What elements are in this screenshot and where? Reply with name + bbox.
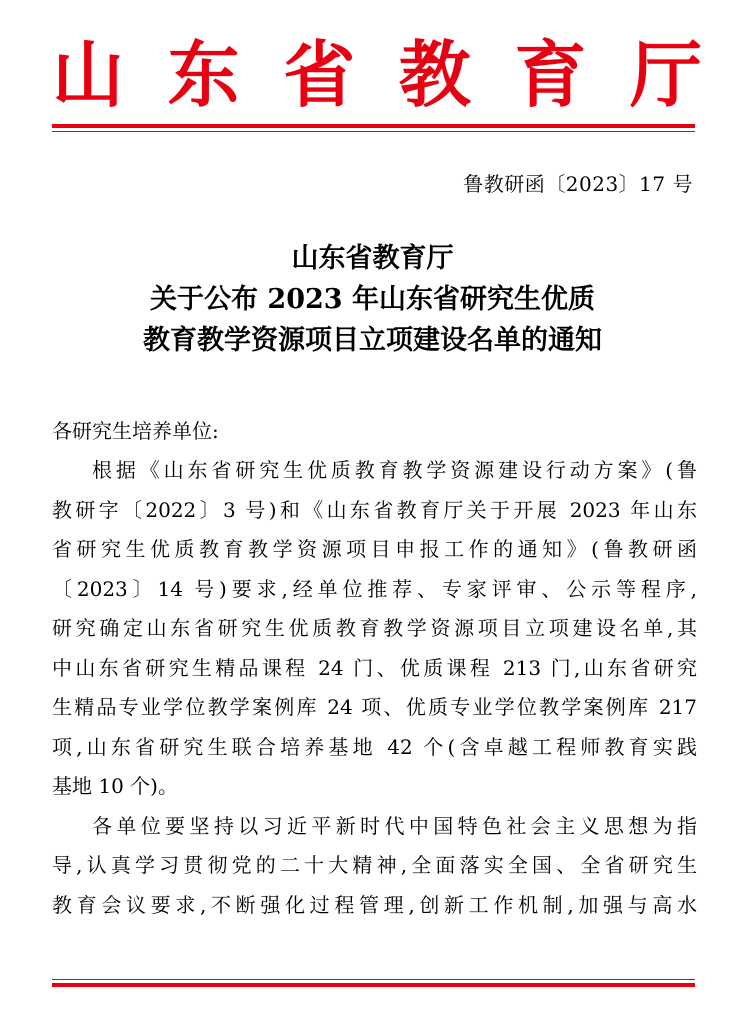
letterhead-char: 省 <box>283 32 356 117</box>
header-divider-thick <box>52 124 695 128</box>
paragraph-2-line: 导,认真学习贯彻党的二十大精神,全面落实全国、全省研究生 <box>52 853 697 877</box>
paragraph-1-line: 中山东省研究生精品课程 24 门、优质课程 213 门,山东省研究 <box>52 655 697 680</box>
document-body <box>52 451 697 925</box>
header-divider-thin <box>52 131 695 132</box>
title-line: 教育教学资源项目立项建设名单的通知 <box>143 325 602 356</box>
paragraph-1-line: 生精品专业学位教学案例库 24 项、优质专业学位教学案例库 217 <box>52 695 697 719</box>
salutation: 各研究生培养单位: <box>52 419 219 443</box>
paragraph-2-line: 教育会议要求,不断强化过程管理,创新工作机制,加强与高水 <box>52 892 697 917</box>
paragraph-1-line: 根据《山东省研究生优质教育教学资源建设行动方案》(鲁 <box>92 458 697 482</box>
letterhead-char: 山 <box>52 32 125 117</box>
document-title <box>0 238 745 361</box>
letterhead-char: 教 <box>398 32 471 117</box>
paragraph-1-line: 省研究生优质教育教学资源项目申报工作的通知》(鲁教研函 <box>52 537 697 561</box>
paragraph-1-line: 项,山东省研究生联合培养基地 42 个(含卓越工程师教育实践 <box>52 734 697 759</box>
letterhead-char: 东 <box>167 32 240 117</box>
paragraph-1-line: 基地 10 个)。 <box>52 774 178 798</box>
letterhead-char: 育 <box>514 32 587 117</box>
footer-divider-thick <box>52 983 695 987</box>
paragraph-1-line: 研究确定山东省研究生优质教育教学资源项目立项建设名单,其 <box>52 616 697 640</box>
footer-divider-thin <box>52 979 695 980</box>
title-line: 山东省教育厅 <box>291 243 454 274</box>
title-line: 关于公布 2023 年山东省研究生优质 <box>150 284 595 315</box>
paragraph-2-line: 各单位要坚持以习近平新时代中国特色社会主义思想为指 <box>92 813 697 838</box>
letterhead-title <box>52 30 702 120</box>
paragraph-1-line: 〔2023〕14 号)要求,经单位推荐、专家评审、公示等程序, <box>52 576 697 601</box>
letterhead-char: 厅 <box>629 32 702 117</box>
document-number: 鲁教研函〔2023〕17 号 <box>463 172 693 196</box>
paragraph-1-line: 教研字〔2022〕3 号)和《山东省教育厅关于开展 2023 年山东 <box>52 497 697 522</box>
